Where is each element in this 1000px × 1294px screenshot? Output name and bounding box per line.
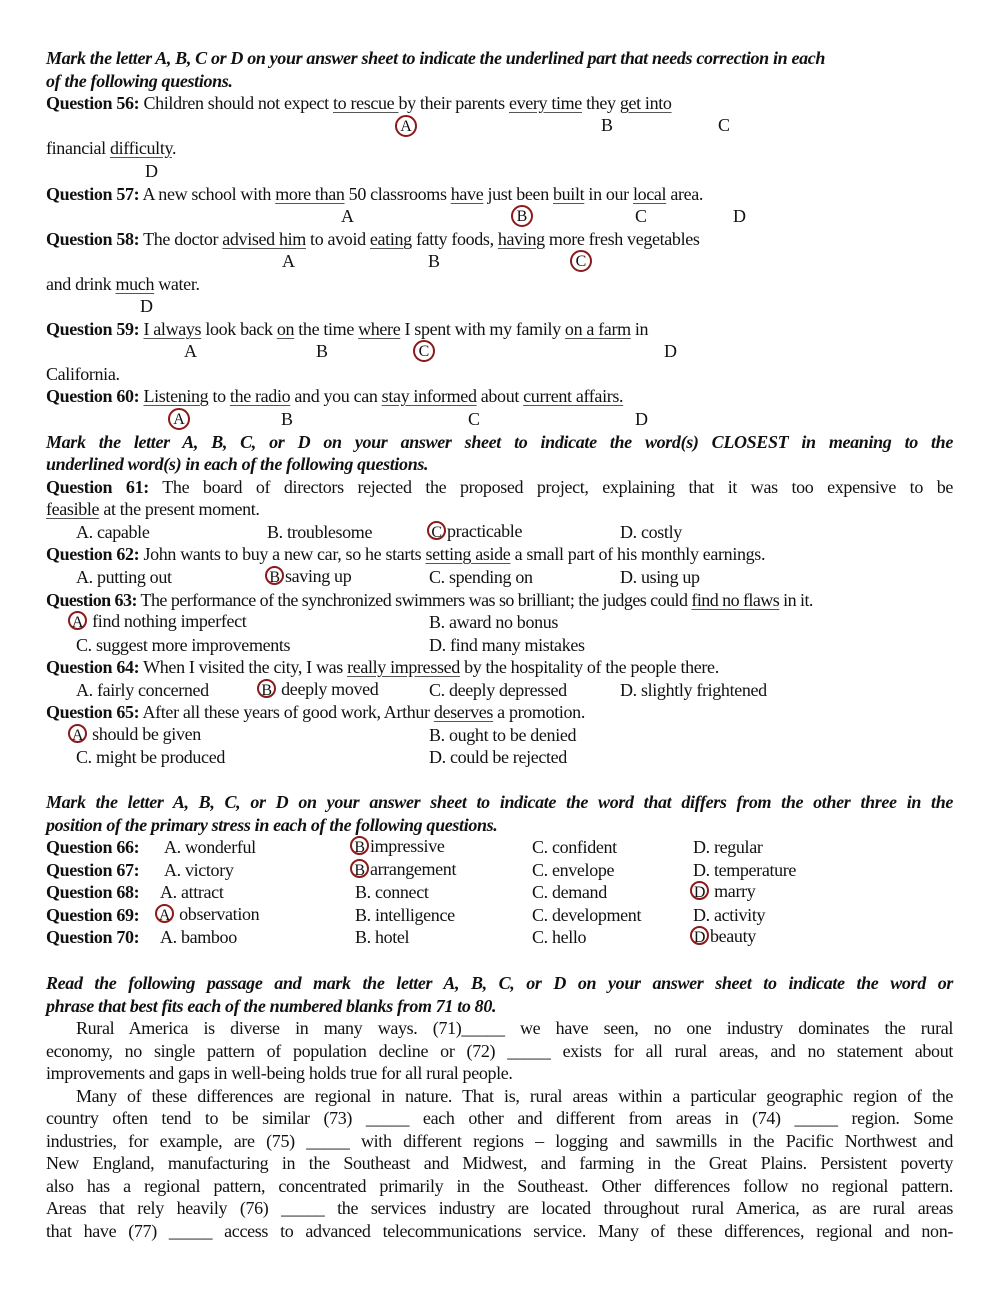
- option-d[interactable]: D. could be rejected: [429, 747, 567, 767]
- option-b-selected[interactable]: B deeply moved: [257, 678, 378, 700]
- passage-line: economy, no single pattern of population decline or (72) _____ exists for all rural areas, and no statement about: [46, 1041, 953, 1061]
- option-d[interactable]: D. find many mistakes: [429, 635, 585, 655]
- option-c[interactable]: C. deeply depressed: [429, 680, 567, 700]
- question-59: Question 59: I always look back on the time where I spent with my family on a farm in: [46, 319, 649, 339]
- question-66-label: Question 66:: [46, 837, 140, 857]
- option-a[interactable]: A. capable: [76, 522, 150, 542]
- letter-d: D: [145, 161, 158, 181]
- letter-b: B: [601, 115, 614, 135]
- section4-instruction-line1: Read the following passage and mark the letter A, B, C, or D on your answer sheet to indicate the word or: [46, 973, 953, 993]
- passage-line: country often tend to be similar (73) _____ each other and different from areas in (74) _____ region. Some: [46, 1108, 953, 1128]
- question-67-label: Question 67:: [46, 860, 140, 880]
- option-c[interactable]: C. hello: [532, 927, 587, 947]
- answer-circle: A: [68, 611, 87, 630]
- option-a[interactable]: A. victory: [164, 860, 234, 880]
- answer-circle-a: A: [168, 407, 191, 430]
- passage-line: that have (77) _____ access to advanced telecommunications service. Many of these differences, regional and non-: [46, 1221, 953, 1241]
- question-63: Question 63: The performance of the synchronized swimmers was so brilliant; the judges could find no flaws in it.: [46, 590, 813, 610]
- option-b[interactable]: B. award no bonus: [429, 612, 559, 632]
- passage-line: Areas that rely heavily (76) _____ the services industry are located throughout rural America, as are rural areas: [46, 1198, 953, 1218]
- option-d[interactable]: D. temperature: [693, 860, 797, 880]
- question-58-cont: and drink much water.: [46, 274, 200, 294]
- answer-circle: B: [265, 566, 284, 585]
- letter-a: A: [282, 251, 295, 271]
- question-60: Question 60: Listening to the radio and you can stay informed about current affairs.: [46, 386, 624, 406]
- option-d[interactable]: D. costly: [620, 522, 682, 542]
- answer-circle: C: [427, 521, 446, 540]
- question-64: Question 64: When I visited the city, I was really impressed by the hospitality of the people there.: [46, 657, 719, 677]
- question-68-label: Question 68:: [46, 882, 140, 902]
- option-c[interactable]: C. envelope: [532, 860, 615, 880]
- option-a[interactable]: A. attract: [160, 882, 224, 902]
- option-b-selected[interactable]: B arrangement: [350, 858, 456, 880]
- option-b-selected[interactable]: B saving up: [265, 565, 351, 587]
- question-56: Question 56: Children should not expect to rescue by their parents every time they get into: [46, 93, 672, 113]
- letter-b: B: [316, 341, 329, 361]
- answer-circle: B: [350, 859, 369, 878]
- letter-b: B: [428, 251, 441, 271]
- letter-c: C: [635, 206, 648, 226]
- letter-a: A: [341, 206, 354, 226]
- question-56-cont: financial difficulty.: [46, 138, 177, 158]
- letter-c: C: [468, 409, 481, 429]
- passage-line: New England, manufacturing in the Southeast and Midwest, and farming in the Great Plains. Persistent poverty: [46, 1153, 953, 1173]
- option-a[interactable]: A. wonderful: [164, 837, 256, 857]
- answer-circle: A: [155, 904, 174, 923]
- option-b[interactable]: B. ought to be denied: [429, 725, 577, 745]
- answer-circle: A: [68, 724, 87, 743]
- section1-instruction-line2: of the following questions.: [46, 71, 233, 91]
- answer-circle-c: C: [413, 339, 436, 362]
- question-57: Question 57: A new school with more than 50 classrooms have just been built in our local area.: [46, 184, 704, 204]
- question-61: Question 61: The board of directors rejected the proposed project, explaining that it was too expensive to be: [46, 477, 953, 497]
- option-a-selected[interactable]: A find nothing imperfect: [68, 610, 246, 632]
- option-b[interactable]: B. intelligence: [355, 905, 455, 925]
- letter-a: A: [184, 341, 197, 361]
- section3-instruction-line2: position of the primary stress in each of the following questions.: [46, 815, 498, 835]
- letter-c: C: [718, 115, 731, 135]
- question-58: Question 58: The doctor advised him to avoid eating fatty foods, having more fresh vegetables: [46, 229, 700, 249]
- option-c[interactable]: C. confident: [532, 837, 617, 857]
- passage-line: Rural America is diverse in many ways. (71)_____ we have seen, no one industry dominates the rural: [76, 1018, 953, 1038]
- option-a-selected[interactable]: A observation: [155, 903, 259, 925]
- option-c-selected[interactable]: C practicable: [427, 520, 522, 542]
- underlined-part-b: every time: [508, 93, 582, 113]
- option-d-selected[interactable]: D beauty: [690, 925, 756, 947]
- letter-b: B: [281, 409, 294, 429]
- underlined-part-a: to rescue: [333, 93, 399, 113]
- letter-d: D: [664, 341, 677, 361]
- option-b-selected[interactable]: B impressive: [350, 835, 445, 857]
- answer-circle: B: [350, 836, 369, 855]
- answer-circle: D: [690, 926, 709, 945]
- question-61-cont: feasible at the present moment.: [46, 499, 260, 519]
- option-a-selected[interactable]: A should be given: [68, 723, 201, 745]
- option-c[interactable]: C. spending on: [429, 567, 533, 587]
- option-c[interactable]: C. development: [532, 905, 642, 925]
- option-d[interactable]: D. slightly frightened: [620, 680, 767, 700]
- section3-instruction-line1: Mark the letter A, B, C, or D on your answer sheet to indicate the word that differs from the other three in the: [46, 792, 953, 812]
- option-d-selected[interactable]: D marry: [690, 880, 755, 902]
- letter-d: D: [635, 409, 648, 429]
- option-a[interactable]: A. putting out: [76, 567, 172, 587]
- section4-instruction-line2: phrase that best fits each of the numbered blanks from 71 to 80.: [46, 996, 497, 1016]
- passage-line: industries, for example, are (75) _____ with different regions – logging and sawmills in the Pacific Northwest and: [46, 1131, 953, 1151]
- answer-circle-b: B: [511, 204, 534, 227]
- letter-d: D: [140, 296, 153, 316]
- passage-line: Many of these differences are regional in nature. That is, rural areas within a particular geographic region of the: [76, 1086, 953, 1106]
- question-70-label: Question 70:: [46, 927, 140, 947]
- answer-circle: B: [257, 679, 276, 698]
- underlined-part-d: difficulty: [109, 138, 172, 158]
- option-c[interactable]: C. demand: [532, 882, 607, 902]
- question-65: Question 65: After all these years of good work, Arthur deserves a promotion.: [46, 702, 585, 722]
- answer-circle-a: A: [395, 114, 418, 137]
- option-a[interactable]: A. fairly concerned: [76, 680, 209, 700]
- option-d[interactable]: D. activity: [693, 905, 766, 925]
- section1-instruction-line1: Mark the letter A, B, C or D on your answer sheet to indicate the underlined part that needs correction in each: [46, 48, 826, 68]
- passage-line: improvements and gaps in well-being holds true for all rural people.: [46, 1063, 513, 1083]
- option-d[interactable]: D. using up: [620, 567, 700, 587]
- question-69-label: Question 69:: [46, 905, 140, 925]
- underlined-part-c: get into: [619, 93, 672, 113]
- section2-instruction-line1: Mark the letter A, B, C, or D on your answer sheet to indicate the word(s) CLOSEST in meaning to the: [46, 432, 953, 452]
- option-c[interactable]: C. might be produced: [76, 747, 225, 767]
- option-d[interactable]: D. regular: [693, 837, 763, 857]
- option-a[interactable]: A. bamboo: [160, 927, 237, 947]
- question-62: Question 62: John wants to buy a new car, so he starts setting aside a small part of his monthly earnings.: [46, 544, 766, 564]
- option-b[interactable]: B. connect: [355, 882, 429, 902]
- option-b[interactable]: B. troublesome: [267, 522, 373, 542]
- option-c[interactable]: C. suggest more improvements: [76, 635, 291, 655]
- passage-line: also has a regional pattern, concentrated primarily in the Southeast. Other differences follow no regional pattern.: [46, 1176, 953, 1196]
- section2-instruction-line2: underlined word(s) in each of the following questions.: [46, 454, 429, 474]
- option-b[interactable]: B. hotel: [355, 927, 410, 947]
- answer-circle-c: C: [570, 249, 593, 272]
- answer-circle: D: [690, 881, 709, 900]
- letter-d: D: [733, 206, 746, 226]
- question-59-cont: California.: [46, 364, 120, 384]
